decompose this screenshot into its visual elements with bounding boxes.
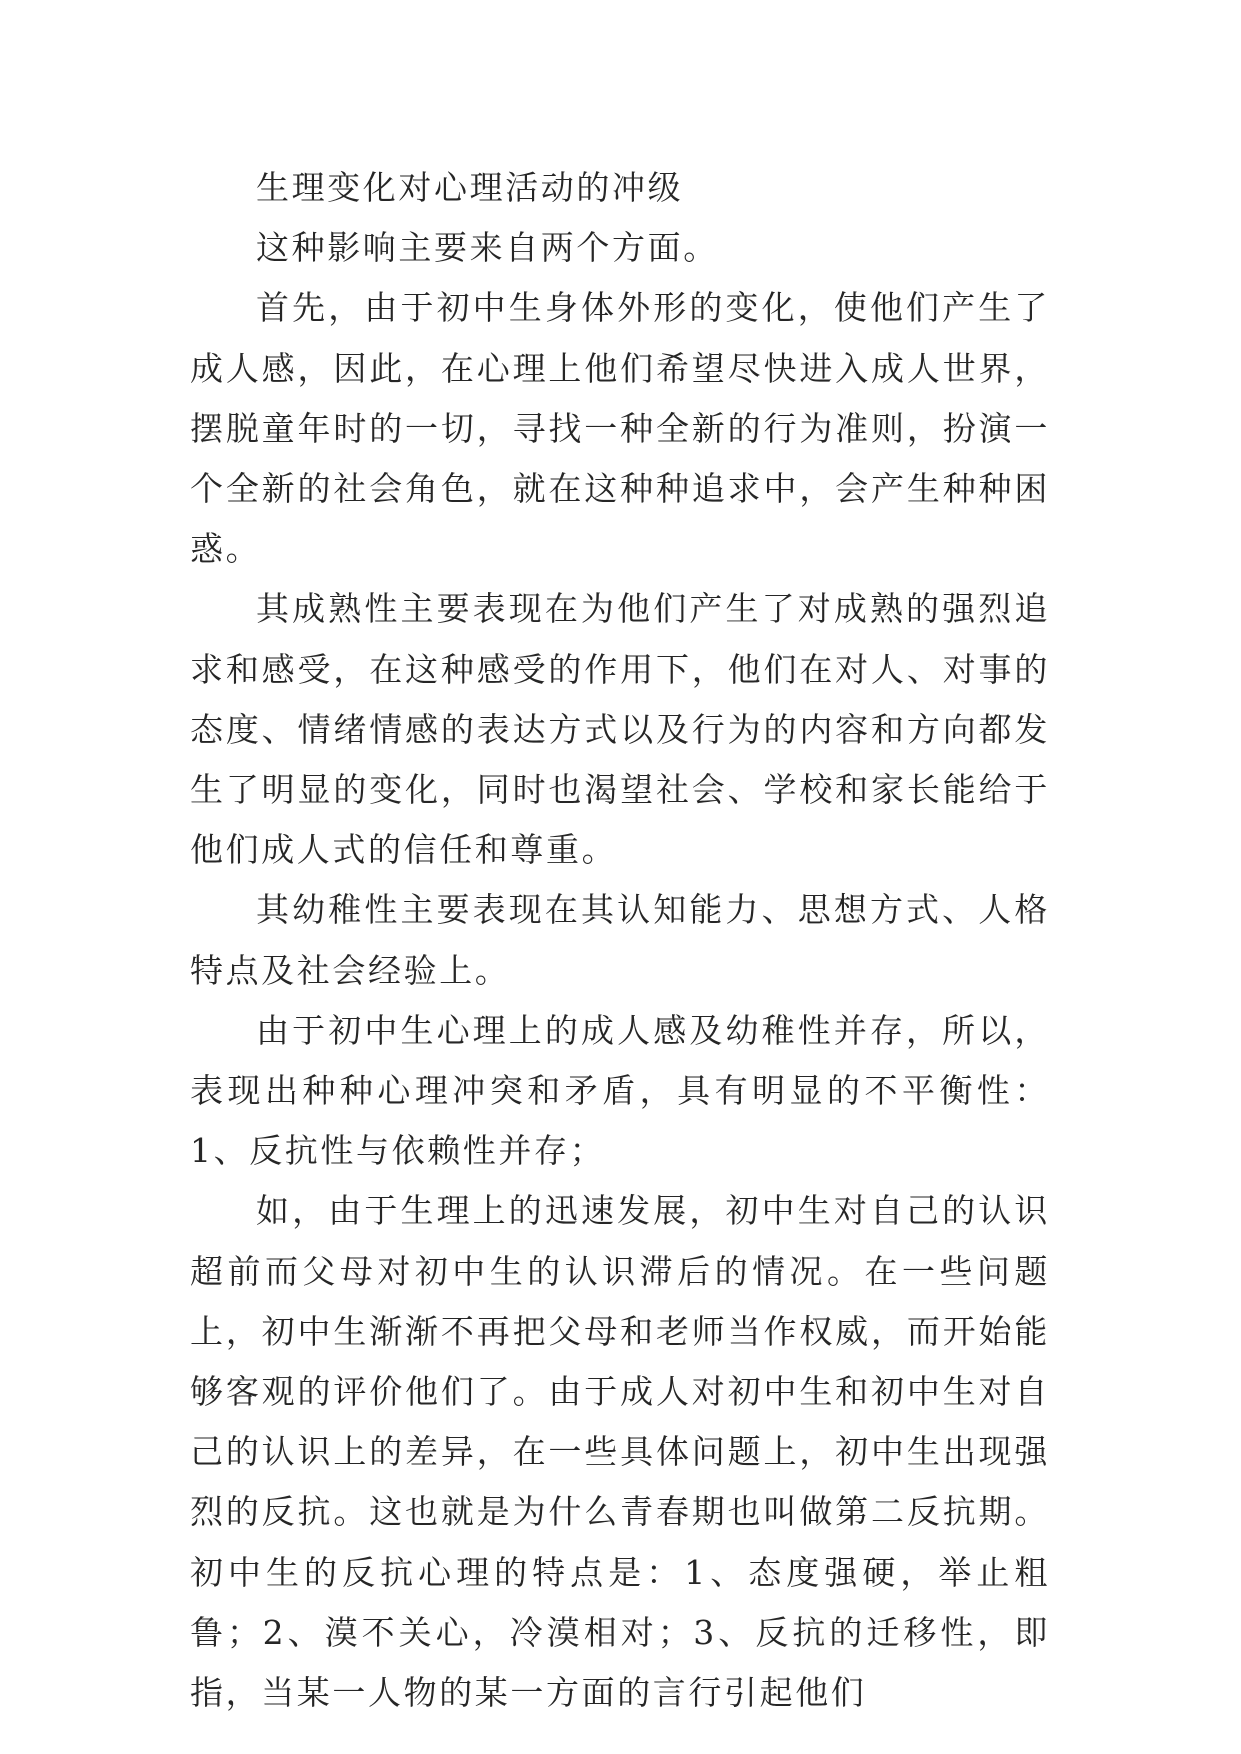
paragraph: 由于初中生心理上的成人感及幼稚性并存，所以，表现出种种心理冲突和矛盾，具有明显的不平衡性：1、反抗性与依赖性并存； [190,1010,1050,1171]
paragraph-heading: 生理变化对心理活动的冲级 [256,168,684,207]
paragraph: 其成熟性主要表现在为他们产生了对成熟的强烈追求和感受，在这种感受的作用下，他们在对人、对事的态度、情绪情感的表达方式以及行为的内容和方向都发生了明显的变化，同时也渴望社会、学校和家长能给于他们成人式的信任和尊重。 [190,589,1050,870]
paragraph: 其幼稚性主要表现在其认知能力、思想方式、人格特点及社会经验上。 [190,890,1050,990]
document-body [190,158,1050,1723]
paragraph: 这种影响主要来自两个方面。 [256,228,719,268]
paragraph: 如，由于生理上的迅速发展，初中生对自己的认识超前而父母对初中生的认识滞后的情况。在一些问题上，初中生渐渐不再把父母和老师当作权威，而开始能够客观的评价他们了。由于成人对初中生和初中生对自己的认识上的差异，在一些具体问题上，初中生出现强烈的反抗。这也就是为什么青春期也叫做第二反抗期。初中生的反抗心理的特点是：1、态度强硬，举止粗鲁；2、漠不关心，冷漠相对；3、反抗的迁移性，即指，当某一人物的某一方面的言行引起他们 [190,1191,1050,1713]
paragraph: 首先，由于初中生身体外形的变化，使他们产生了成人感，因此，在心理上他们希望尽快进入成人世界，摆脱童年时的一切，寻找一种全新的行为准则，扮演一个全新的社会角色，就在这种种追求中，会产生种种困惑。 [190,288,1050,569]
